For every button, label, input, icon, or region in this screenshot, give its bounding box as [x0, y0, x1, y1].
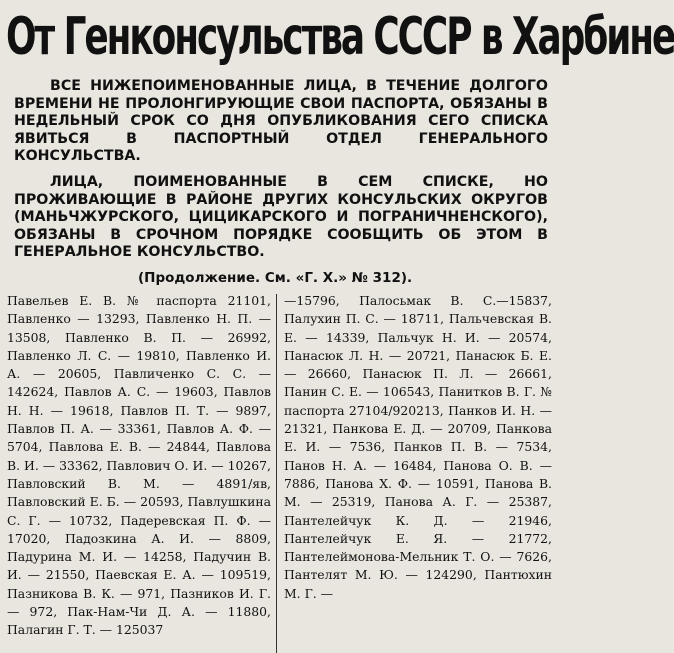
name-list-left-column: Павельев Е. В. № паспорта 21101, Павленко — 13293, Павленко Н. П. — 13508, Павленко В. П. — 26992, Павленко Л. С. — 19810, Павленко И. А. — 20605, Павличенко С. С. — 142624, Павлов А. С. — 19603, Павлов Н. Н. — 19618, Павлов П. Т. — 9897, Павлов П. А. — 33361, Павлов А. Ф. — 5704, Павлова Е. В. — 24844, Павлова В. И. — 33362, Павлович О. И. — 10267, Павловский В. М. — 4891/яв, Павловский Е. Б. — 20593, Павлушкина С. Г. — 10732, Падеревская П. Ф. — 17020, Падозкина А. И. — 8809, Падурина М. И. — 14258, Падучин В. И. — 21550, Паевская Е. А. — 109519, Пазникова В. К. — 971, Пазников И. Г. — 972, Пак-Нам-Чи Д. А. — 11880, Палагин Г. Т. — 125037	[7, 293, 271, 638]
headline: От Генконсульства СССР в Харбине	[6, 7, 674, 67]
column-divider	[276, 294, 277, 653]
notice-paragraph-1: ВСЕ НИЖЕПОИМЕНОВАННЫЕ ЛИЦА, В ТЕЧЕНИЕ ДОЛГОГО ВРЕМЕНИ НЕ ПРОЛОНГИРУЮЩИЕ СВОИ ПАСПОРТА, ОБЯЗАНЫ В НЕДЕЛЬНЫЙ СРОК СО ДНЯ ОПУБЛИКОВАНИЯ СЕГО СПИСКА ЯВИТЬСЯ В ПАСПОРТНЫЙ ОТДЕЛ ГЕНЕРАЛЬНОГО КОНСУЛЬСТВА.	[14, 78, 548, 165]
name-list-right-column: —15796, Палосьмак В. С.—15837, Палухин П. С. — 18711, Пальчевская В. Е. — 14339, Пальчук Н. И. — 20574, Панасюк Л. Н. — 20721, Панасюк Б. Е. — 26660, Панасюк П. Л. — 26661, Панин С. Е. — 106543, Панитков В. Г. № паспорта 27104/920213, Панков И. Н. — 21321, Панкова Е. Д. — 20709, Панкова Е. И. — 7536, Панков П. В. — 7534, Панов Н. А. — 16484, Панова О. В. — 7886, Панова Х. Ф. — 10591, Панова В. М. — 25319, Панова А. Г. — 25387, Пантелейчук К. Д. — 21946, Пантелейчук Е. Я. — 21772, Пантелеймонова-Мельник Т. О. — 7626, Пантелят М. Ю. — 124290, Пантюхин М. Г. —	[284, 293, 552, 601]
notice-paragraph-2: ЛИЦА, ПОИМЕНОВАННЫЕ В СЕМ СПИСКЕ, НО ПРОЖИВАЮЩИЕ В РАЙОНЕ ДРУГИХ КОНСУЛЬСКИХ ОКРУГОВ (МАНЬЧЖУРСКОГО, ЦИЦИКАРСКОГО И ПОГРАНИЧНЕНСКОГО), ОБЯЗАНЫ В СРОЧНОМ ПОРЯДКЕ СООБЩИТЬ ОБ ЭТОМ В ГЕНЕРАЛЬНОЕ КОНСУЛЬСТВО.	[14, 174, 548, 261]
continuation-note: (Продолжение. См. «Г. Х.» № 312).	[138, 270, 413, 286]
